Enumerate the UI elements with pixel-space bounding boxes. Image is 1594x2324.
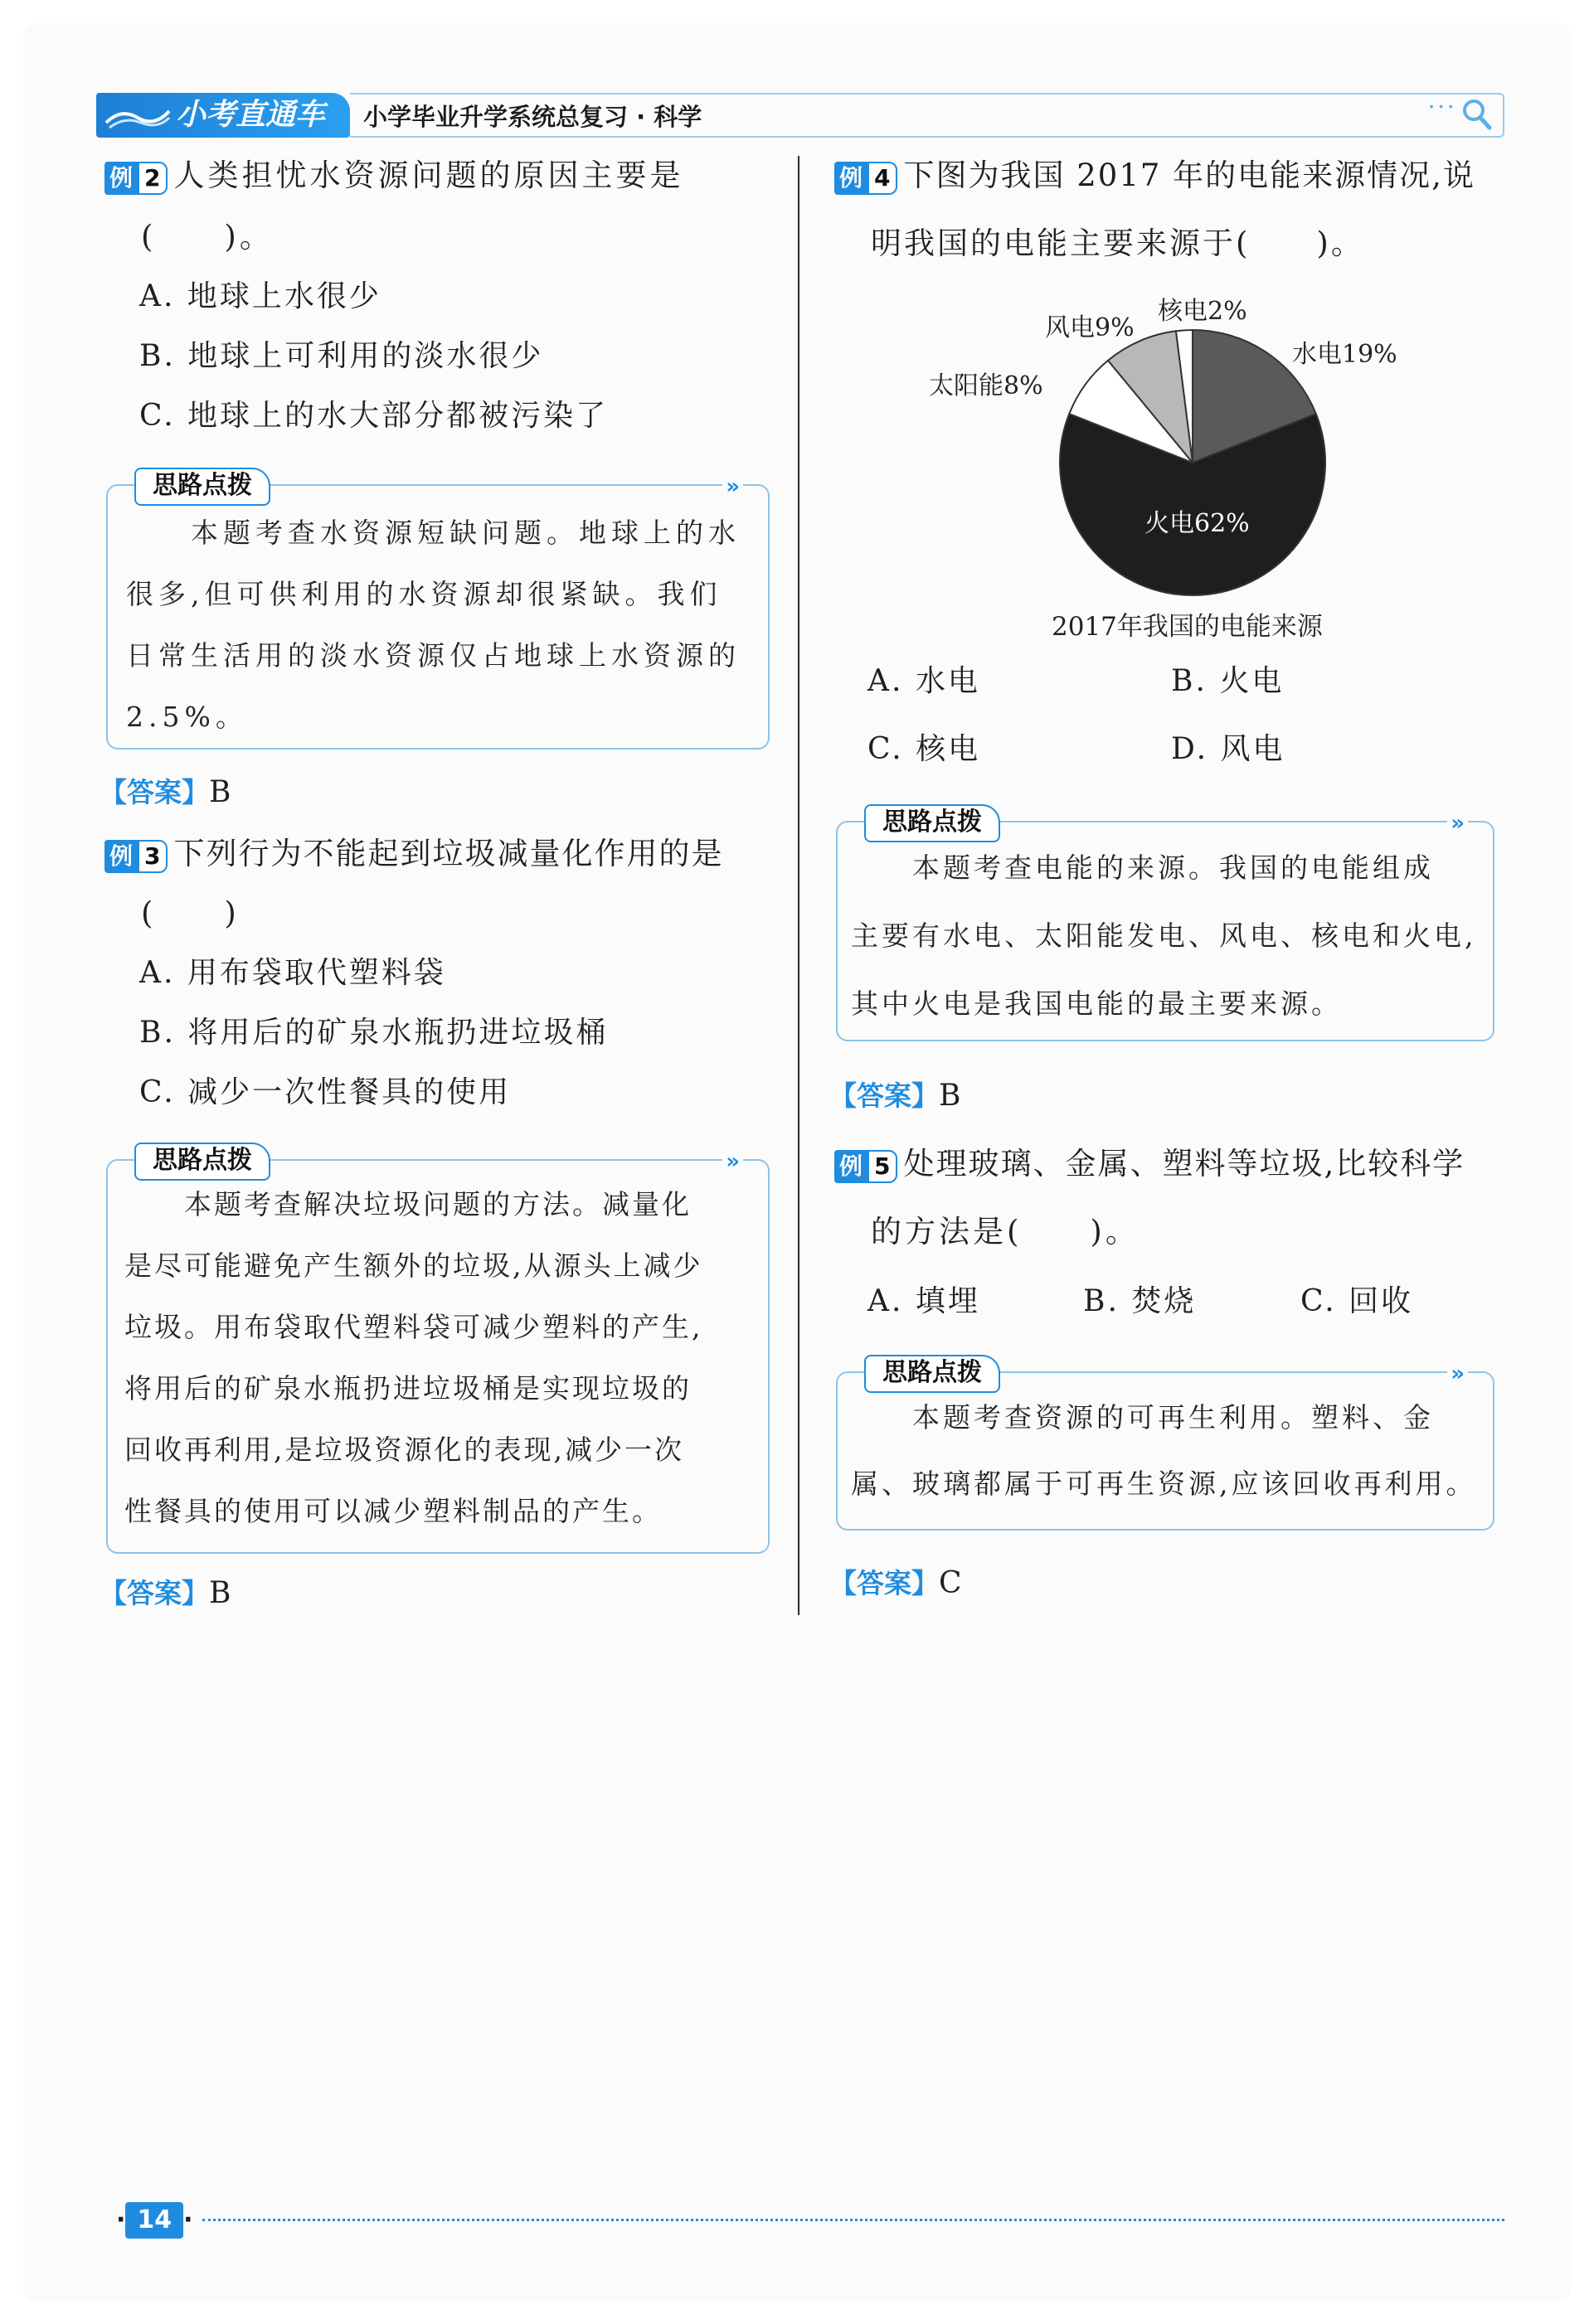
tip-box [106, 471, 770, 750]
example-5 [834, 1144, 1514, 1252]
example-4-question-cont: 明我国的电能主要来源于( )。 [871, 226, 1364, 261]
header-dots: ··· [1427, 93, 1456, 122]
example-2-blank: ( )。 [141, 219, 274, 255]
answer-line: 【答案】C [829, 1566, 962, 1600]
double-arrow-icon: » [1447, 1361, 1468, 1386]
tip-title: 思路点拨 [864, 804, 1000, 842]
double-arrow-icon: » [722, 474, 743, 499]
tip-text: 本题考查解决垃圾问题的方法。减量化 是尽可能避免产生额外的垃圾,从源头上减少 垃圾。用布袋取代塑料袋可减少塑料的产生, 将用后的矿泉水瓶扔进垃圾桶是实现垃圾的 回收再利用,是垃圾资源化的表现,减少一次 性餐具的使用可以减少塑料制品的产生。 [124, 1188, 703, 1527]
double-arrow-icon: » [722, 1149, 743, 1174]
option-b: B. 火电 [1171, 664, 1285, 698]
tip-text: 本题考查资源的可再生利用。塑料、金 属、玻璃都属于可再生资源,应该回收再利用。 [851, 1401, 1477, 1500]
logo-text: 小考直通车 [176, 98, 326, 132]
example-tag: 例 5 [834, 1150, 897, 1183]
example-tag: 例 2 [104, 162, 168, 195]
example-5-question-cont: 的方法是( )。 [871, 1214, 1140, 1249]
option-c: C. 减少一次性餐具的使用 [139, 1075, 512, 1109]
page-header [96, 90, 1503, 141]
logo-wave-icon [104, 104, 171, 129]
pie-label-nuclear: 核电2% [1158, 297, 1247, 326]
tip-box [836, 808, 1494, 1041]
answer-line: 【答案】B [829, 1079, 961, 1113]
book-title: 小学毕业升学系统总复习 · 科学 [363, 103, 702, 131]
answer-line: 【答案】B [100, 1576, 231, 1610]
option-b: B. 将用后的矿泉水瓶扔进垃圾桶 [139, 1016, 609, 1050]
pie-label-thermal: 火电62% [1144, 509, 1250, 538]
option-b: B. 焚烧 [1083, 1284, 1197, 1318]
example-2 [104, 156, 785, 436]
option-c: C. 地球上的水大部分都被污染了 [139, 399, 609, 433]
tip-title: 思路点拨 [134, 1143, 270, 1181]
search-icon [1461, 98, 1493, 131]
column-divider [798, 156, 799, 1615]
example-3-question: 例 3 下列行为不能起到垃圾减量化作用的是 [104, 834, 785, 874]
tip-text: 本题考查电能的来源。我国的电能组成 主要有水电、太阳能发电、风电、核电和火电, 其中火电是我国电能的最主要来源。 [851, 851, 1477, 1020]
option-a: A. 水电 [867, 664, 980, 698]
footer-rule [202, 2219, 1504, 2221]
example-tag: 例 3 [104, 840, 168, 873]
example-5-question: 例 5 处理玻璃、金属、塑料等垃圾,比较科学 [834, 1144, 1514, 1184]
option-b: B. 地球上可利用的淡水很少 [139, 339, 544, 373]
option-c: C. 回收 [1300, 1284, 1414, 1318]
tip-title: 思路点拨 [134, 468, 270, 506]
tip-box [836, 1358, 1494, 1531]
series-logo [96, 93, 350, 138]
option-a: A. 用布袋取代塑料袋 [139, 956, 446, 990]
example-2-question: 例 2 人类担忧水资源问题的原因主要是 [104, 156, 785, 196]
example-3 [104, 834, 785, 1113]
pie-chart [929, 282, 1443, 647]
example-3-blank: ( ) [141, 895, 240, 931]
option-d: D. 风电 [1171, 732, 1285, 766]
option-a: A. 填埋 [867, 1284, 980, 1318]
double-arrow-icon: » [1447, 811, 1468, 836]
option-a: A. 地球上水很少 [139, 279, 381, 313]
pie-label-solar: 太阳能8% [929, 371, 1043, 400]
option-c: C. 核电 [867, 732, 981, 766]
example-tag: 例 4 [834, 162, 897, 195]
pie-label-hydro: 水电19% [1292, 340, 1397, 369]
example-4-question: 例 4 下图为我国 2017 年的电能来源情况,说 [834, 156, 1514, 196]
tip-title: 思路点拨 [864, 1355, 1000, 1393]
tip-text: 本题考查水资源短缺问题。地球上的水 很多,但可供利用的水资源却很紧缺。我们 日常生活用的淡水资源仅占地球上水资源的 2.5%。 [126, 517, 741, 733]
pie-label-wind: 风电9% [1045, 313, 1135, 342]
tip-box [106, 1146, 770, 1554]
example-4 [834, 156, 1514, 264]
page-number: · 14 · [116, 2202, 193, 2239]
answer-line: 【答案】B [100, 775, 231, 809]
chart-title: 2017年我国的电能来源 [1052, 612, 1323, 642]
